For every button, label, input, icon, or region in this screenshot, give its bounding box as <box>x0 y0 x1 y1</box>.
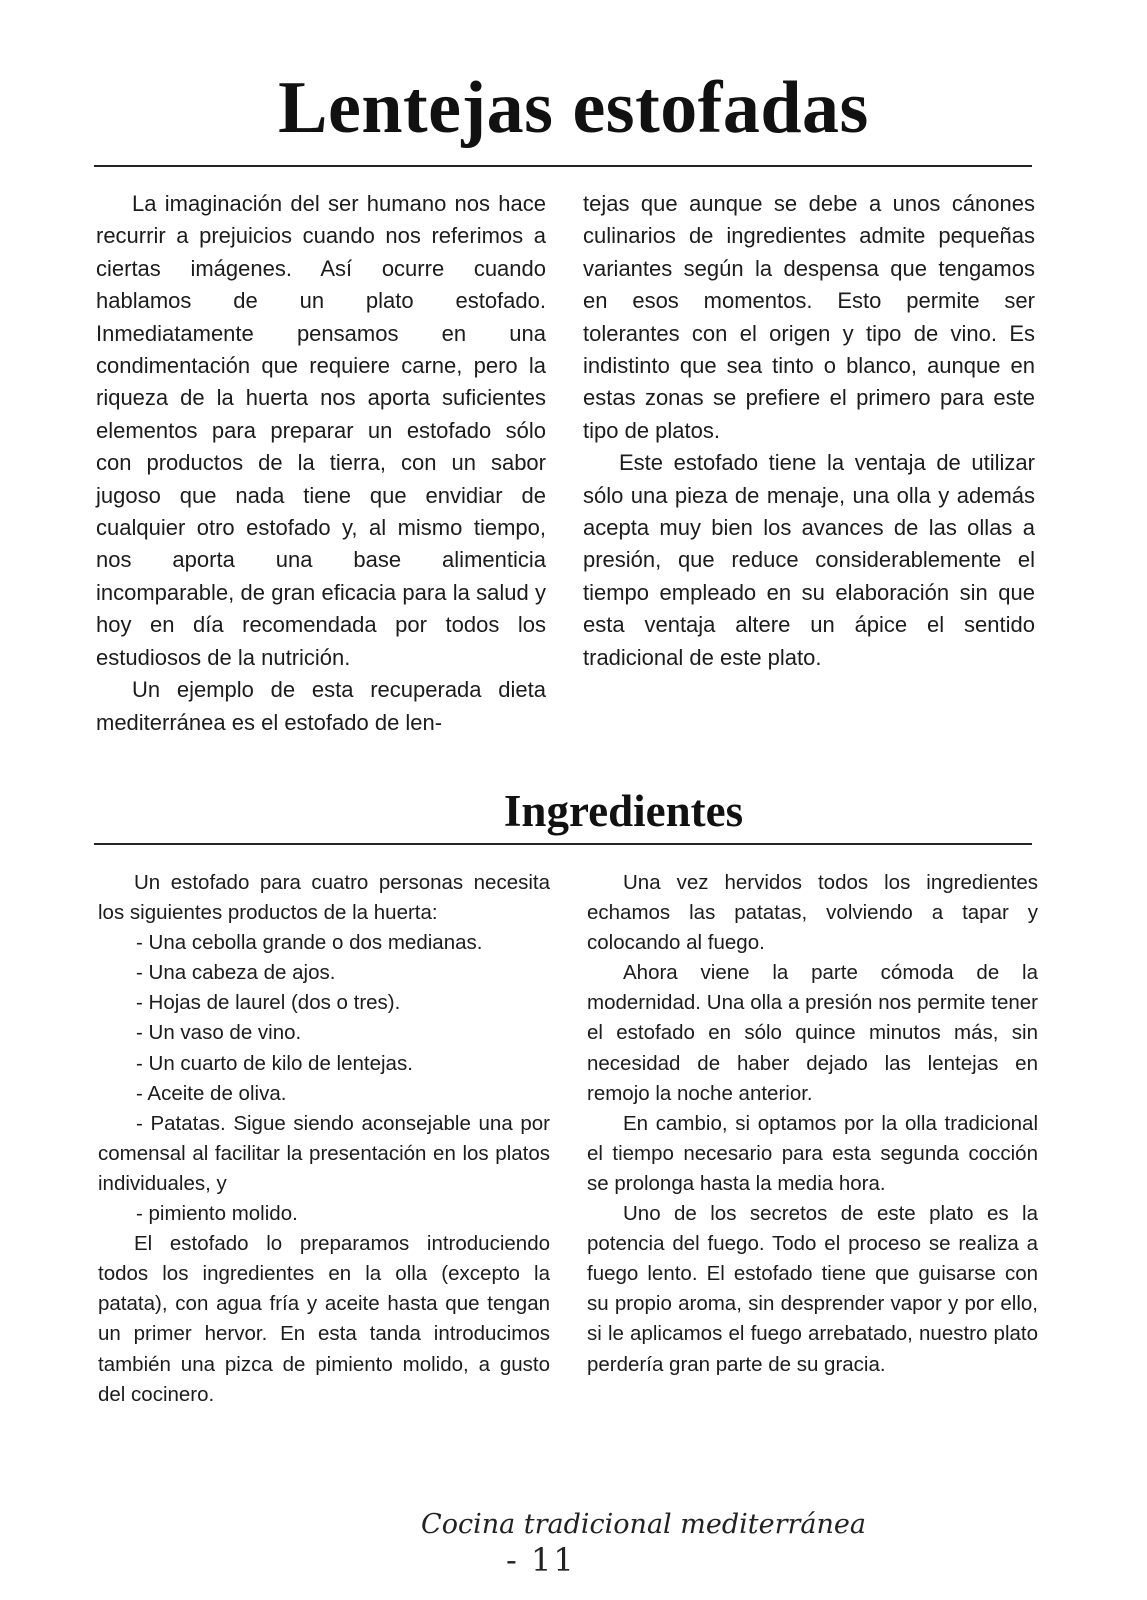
preparation-paragraph-1: El estofado lo preparamos introduciendo todos los ingredientes en la olla (excepto la patata), con agua fría y aceite hasta que tengan un primer hervor. En esta tanda introducimos también una pizca de pimiento molido, a gusto del cocinero. <box>98 1232 550 1406</box>
intro-paragraph-1: La imaginación del ser humano nos hace recurrir a prejuicios cuando nos referimos a ciertas imágenes. Así ocurre cuando hablamos de un plato estofado. Inmediatamente pensamos en una condimentación que requiere carne, pero la riqueza de la huerta nos aporta suficientes elementos para preparar un estofado sólo con productos de la tierra, con un sabor jugoso que nada tiene que envidiar de cualquier otro estofado y, al mismo tiempo, nos aporta una base alimenticia incomparable, de gran eficacia para la salud y hoy en día recomendada por todos los estudiosos de la nutrición. <box>96 191 546 670</box>
ingredients-lead: Un estofado para cuatro personas necesita los siguientes productos de la huerta: <box>98 871 550 925</box>
preparation-paragraph-3: Ahora viene la parte cómoda de la modernidad. Una olla a presión nos permite tener el estofado en sólo quince minutos más, sin necesidad de haber dejado las lentejas en remojo la noche anterior. <box>587 961 1038 1105</box>
ingredient-item: - Una cebolla grande o dos medianas. <box>136 931 483 955</box>
intro-column-right <box>583 188 1035 674</box>
intro-paragraph-3: Este estofado tiene la ventaja de utilizar sólo una pieza de menaje, una olla y además acepta muy bien los avances de las ollas a presión, que reduce considerablemente el tiempo empleado en su elaboración sin que esta ventaja altere un ápice el sentido tradicional de este plato. <box>583 450 1035 670</box>
title-divider <box>94 165 1032 167</box>
ingredient-item: - Un cuarto de kilo de lentejas. <box>136 1051 413 1075</box>
preparation-paragraph-4: En cambio, si optamos por la olla tradicional el tiempo necesario para esta segunda cocción se prolonga hasta la media hora. <box>587 1111 1038 1195</box>
intro-paragraph-2-continued: tejas que aunque se debe a unos cánones culinarios de ingredientes admite pequeñas variantes según la despensa que tengamos en esos momentos. Esto permite ser tolerantes con el origen y tipo de vino. Es indistinto que sea tinto o blanco, aunque en estas zonas se prefiere el primero para este tipo de platos. <box>583 191 1035 443</box>
section-title: Ingredientes <box>503 786 744 836</box>
ingredient-item: - Hojas de laurel (dos o tres). <box>136 991 401 1015</box>
footer-book-title: Cocina tradicional mediterránea <box>421 1509 866 1540</box>
section-divider <box>94 843 1032 845</box>
ingredient-item: - Patatas. Sigue siendo aconsejable una por comensal al facilitar la presentación en los platos individuales, y <box>98 1111 550 1195</box>
page-number: - 11 <box>506 1541 576 1579</box>
intro-paragraph-2-start: Un ejemplo de esta recuperada dieta mediterránea es el estofado de len- <box>96 677 546 735</box>
ingredient-item: - Un vaso de vino. <box>136 1021 302 1045</box>
ingredients-column-right <box>587 868 1038 1380</box>
intro-column-left <box>96 188 546 739</box>
ingredient-item: - pimiento molido. <box>136 1202 298 1226</box>
preparation-paragraph-2: Una vez hervidos todos los ingredientes echamos las patatas, volviendo a tapar y colocando al fuego. <box>587 871 1038 955</box>
ingredient-item: - Aceite de oliva. <box>136 1081 287 1105</box>
page-title: Lentejas estofadas <box>278 67 869 149</box>
preparation-paragraph-5: Uno de los secretos de este plato es la potencia del fuego. Todo el proceso se realiza a fuego lento. El estofado tiene que guisarse con su propio aroma, sin desprender vapor y por ello, si le aplicamos el fuego arrebatado, nuestro plato perdería gran parte de su gracia. <box>587 1202 1038 1376</box>
ingredients-column-left <box>98 868 550 1410</box>
ingredient-item: - Una cabeza de ajos. <box>136 961 336 985</box>
